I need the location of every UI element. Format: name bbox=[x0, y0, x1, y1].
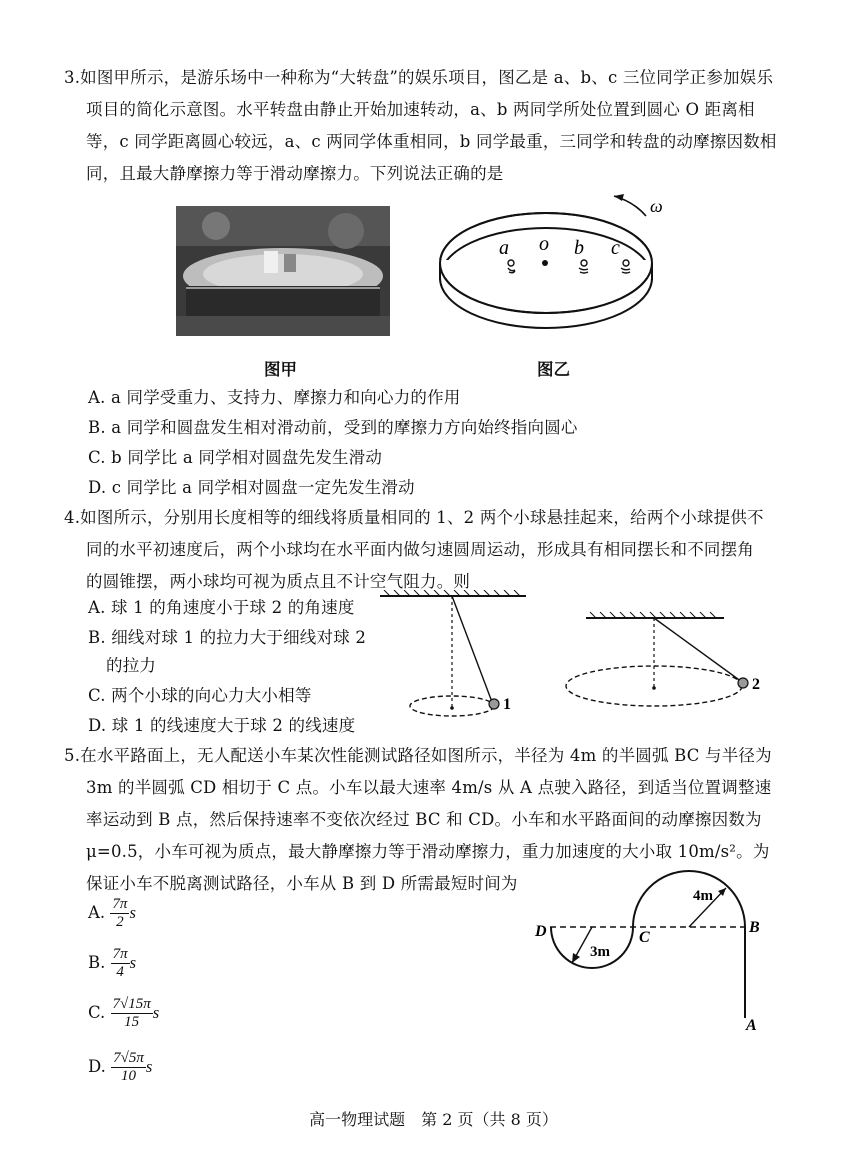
caption-diagram: 图乙 bbox=[537, 360, 570, 379]
ball-2-label: 2 bbox=[752, 676, 760, 693]
q4-line-2: 同的水平初速度后，两个小球均在水平面内做匀速圆周运动，形成具有相同摆长和不同摆角 bbox=[86, 540, 754, 559]
q3-option-d: D. c 同学比 a 同学相对圆盘一定先发生滑动 bbox=[88, 478, 415, 497]
caption-photo: 图甲 bbox=[264, 360, 297, 379]
q5-line-2: 3m 的半圆弧 CD 相切于 C 点。小车以最大速率 4m/s 从 A 点驶入路径，到适当位置调整速 bbox=[86, 778, 772, 797]
pendulum-diagram bbox=[376, 590, 776, 730]
turntable-diagram bbox=[436, 190, 676, 338]
q4-option-c: C. 两个小球的向心力大小相等 bbox=[88, 686, 312, 705]
q5-line-5: 保证小车不脱离测试路径，小车从 B 到 D 所需最短时间为 bbox=[86, 874, 518, 893]
path-diagram bbox=[530, 840, 780, 1040]
q4-option-b: B. 细线对球 1 的拉力大于细线对球 2 bbox=[88, 628, 367, 647]
q4-option-a: A. 球 1 的角速度小于球 2 的角速度 bbox=[88, 598, 355, 617]
q3-option-a: A. a 同学受重力、支持力、摩擦力和向心力的作用 bbox=[88, 388, 461, 407]
q3-option-c: C. b 同学比 a 同学相对圆盘先发生滑动 bbox=[88, 448, 383, 467]
radius-3m-label: 3m bbox=[590, 944, 610, 960]
diagram-label-o: o bbox=[539, 233, 549, 255]
q4-option-b-cont: 的拉力 bbox=[106, 656, 157, 675]
q5-option-c: C. $\frac{7√15\pi}{15}$ s bbox=[88, 996, 160, 1030]
q3-line-1: 3.如图甲所示，是游乐场中一种称为“大转盘”的娱乐项目，图乙是 a、b、c 三位同学正参加娱乐 bbox=[64, 68, 774, 87]
diagram-label-c: c bbox=[611, 237, 620, 259]
point-c-label: C bbox=[639, 929, 650, 946]
ball-1-label: 1 bbox=[503, 696, 511, 713]
q5-option-a: A. $\frac{7\pi}{2}$ s bbox=[88, 896, 136, 930]
page-footer: 高一物理试题 第 2 页（共 8 页） bbox=[309, 1110, 558, 1129]
diagram-label-b: b bbox=[574, 237, 584, 259]
point-d-label: D bbox=[535, 923, 547, 940]
radius-4m-label: 4m bbox=[693, 888, 713, 904]
point-a-label: A bbox=[746, 1017, 757, 1034]
q3-line-4: 同，且最大静摩擦力等于滑动摩擦力。下列说法正确的是 bbox=[86, 164, 504, 183]
q5-line-3: 率运动到 B 点，然后保持速率不变依次经过 BC 和 CD。小车和水平路面间的动摩擦因数为 bbox=[86, 810, 762, 829]
q5-line-4: μ=0.5，小车可视为质点，最大静摩擦力等于滑动摩擦力，重力加速度的大小取 10m/s²。为 bbox=[86, 842, 770, 861]
q4-line-1: 4.如图所示，分别用长度相等的细线将质量相同的 1、2 两个小球悬挂起来，给两个小球提供不 bbox=[64, 508, 764, 527]
q5-option-b: B. $\frac{7\pi}{4}$ s bbox=[88, 946, 137, 980]
point-b-label: B bbox=[749, 919, 760, 936]
q5-line-1: 5.在水平路面上，无人配送小车某次性能测试路径如图所示，半径为 4m 的半圆弧 BC 与半径为 bbox=[64, 746, 772, 765]
q3-line-2: 项目的简化示意图。水平转盘由静止开始加速转动，a、b 两同学所处位置到圆心 O 距离相 bbox=[86, 100, 755, 119]
q3-line-3: 等，c 同学距离圆心较远，a、c 两同学体重相同，b 同学最重，三同学和转盘的动摩擦因数相 bbox=[86, 132, 777, 151]
diagram-label-a: a bbox=[499, 237, 509, 259]
q3-option-b: B. a 同学和圆盘发生相对滑动前，受到的摩擦力方向始终指向圆心 bbox=[88, 418, 578, 437]
q4-option-d: D. 球 1 的线速度大于球 2 的线速度 bbox=[88, 716, 356, 735]
q4-line-3: 的圆锥摆，两小球均可视为质点且不计空气阻力。则 bbox=[86, 572, 471, 591]
amusement-photo bbox=[176, 206, 390, 336]
omega-label: ω bbox=[650, 196, 663, 216]
q5-option-d: D. $\frac{7√5\pi}{10}$ s bbox=[88, 1050, 153, 1084]
